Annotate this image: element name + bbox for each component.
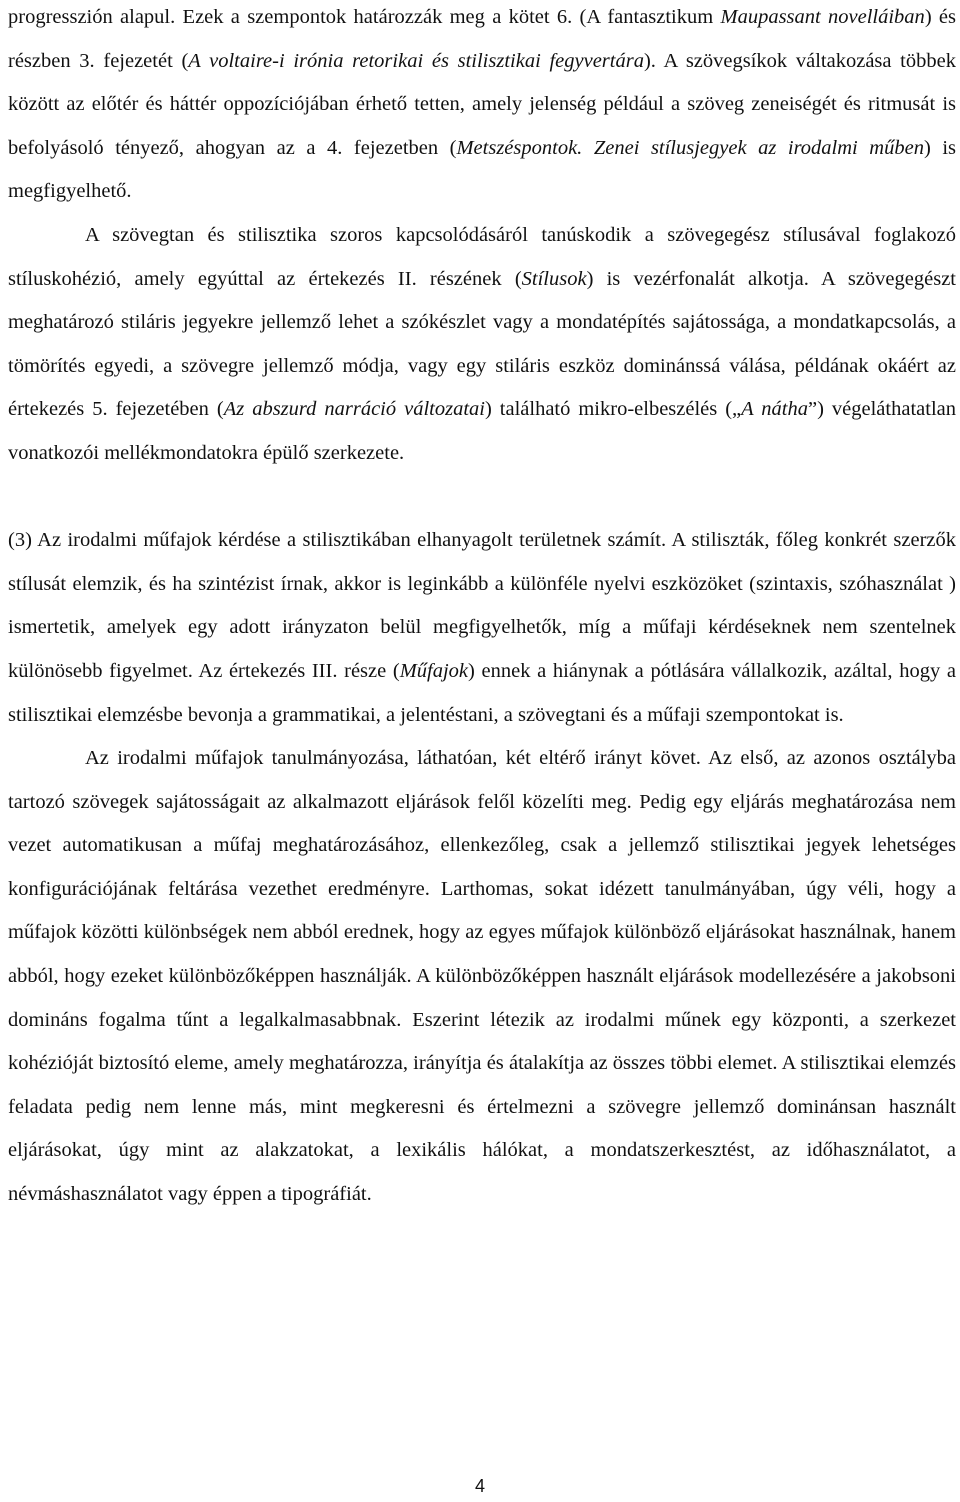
italic-title-text: Maupassant novelláiban xyxy=(720,6,925,28)
page-number: 4 xyxy=(474,1476,485,1496)
paragraph xyxy=(8,214,956,476)
italic-title-text: Metszéspontok. Zenei stílusjegyek az irodalmi műben xyxy=(456,136,924,159)
text-segment: ) található mikro-elbeszélés („ xyxy=(484,398,742,421)
paragraph xyxy=(8,0,956,214)
text-segment: A szövegtan és stilisztika szoros kapcsolódásáról tanúskodik a szövegegész stílusával foglakozó stíluskohézió, amely egyúttal az értekezés II. részének ( xyxy=(8,223,956,290)
document-body xyxy=(8,0,956,1217)
text-segment: ) ennek a hiánynak a pótlására vállalkozik, azáltal, hogy a stilisztikai elemzésbe bevonja a grammatikai, a jelentéstani, a szövegtani és a műfaji szempontokat is. xyxy=(8,659,956,726)
text-segment: (3) Az irodalmi műfajok kérdése a stilisztikában elhanyagolt területnek számít. A stiliszták, főleg konkrét szerzők stílusát elemzik, és ha szintézist írnak, akkor is leginkább a különféle nyelvi eszközöket (szintaxis, szóhasználat ) ismertetik, amelyek egy adott irányzaton belül megfigyelhetők, míg a műfaji kérdéseknek nem szentelnek különösebb figyelmet. Az értekezés III. része ( xyxy=(8,529,956,682)
italic-title-text: Műfajok xyxy=(399,659,469,682)
italic-title-text: A nátha xyxy=(741,398,808,421)
text-segment: ) is vezérfonalát alkotja. A szövegegészt meghatározó stiláris jegyekre jellemző lehet a szókészlet vagy a mondatépítés sajátossága, a mondatkapcsolás, a tömörítés egyedi, a szövegre jellemző módja, vagy egy stiláris eszköz dominánssá válása, példának okáért az értekezés 5. fejezetében ( xyxy=(8,267,956,421)
text-segment: ”) végeláthatatlan vonatkozói mellékmondatokra épülő szerkezete. xyxy=(8,398,956,464)
italic-title-text: Az abszurd narráció változatai xyxy=(223,398,485,421)
document-page xyxy=(8,0,956,1217)
italic-title-text: A voltaire-i irónia retorikai és stilisztikai fegyvertára xyxy=(188,49,644,72)
text-segment: ). A szövegsíkok váltakozása többek között az előtér és háttér oppozíciójában érhető tetten, amely jelenség például a szöveg zeneiségét és ritmusát is befolyásoló tényező, ahogyan az a 4. fejezetben ( xyxy=(8,49,956,159)
italic-title-text: Stílusok xyxy=(521,267,587,290)
text-segment: Az irodalmi műfajok tanulmányozása, láthatóan, két eltérő irányt követ. Az első, az azonos osztályba tartozó szövegek sajátosságait az alkalmazott eljárások felől közelíti meg. Pedig egy eljárás meghatározása nem vezet automatikusan a műfaj meghatározásához, ellenkezőleg, csak a jellemző stilisztikai jegyek lehetséges konfigurációjának feltárása vezethet eredményre. Larthomas, sokat idézett tanulmányában, úgy véli, hogy a műfajok közötti különbségek nem abból erednek, hogy az egyes műfajok különböző eljárásokat használnak, hanem abból, hogy ezeket különbözőképpen használják. A különbözőképpen használt eljárások modellezésére a jakobsoni domináns fogalma tűnt a legalkalmasabbnak. Eszerint létezik az irodalmi műnek egy központi, a szerkezet kohézióját biztosító eleme, amely meghatározza, irányítja és átalakítja az összes többi elemet. A stilisztikai elemzés feladata pedig nem lenne más, mint megkeresni és értelmezni a szövegre jellemző dominánsan használt eljárásokat, úgy mint az alakzatokat, a lexikális hálókat, a mondatszerkesztést, az időhasználatot, a névmáshasználatot vagy éppen a tipográfiát. xyxy=(8,747,956,1206)
paragraph-gap xyxy=(8,476,956,520)
paragraph xyxy=(8,519,956,737)
text-segment: progresszión alapul. Ezek a szempontok határozzák meg a kötet 6. (A fantasztikum xyxy=(8,6,721,28)
text-segment: ) is megfigyelhető. xyxy=(8,136,956,203)
paragraph xyxy=(8,737,956,1217)
text-segment: ) és részben 3. fejezetét ( xyxy=(8,6,957,72)
